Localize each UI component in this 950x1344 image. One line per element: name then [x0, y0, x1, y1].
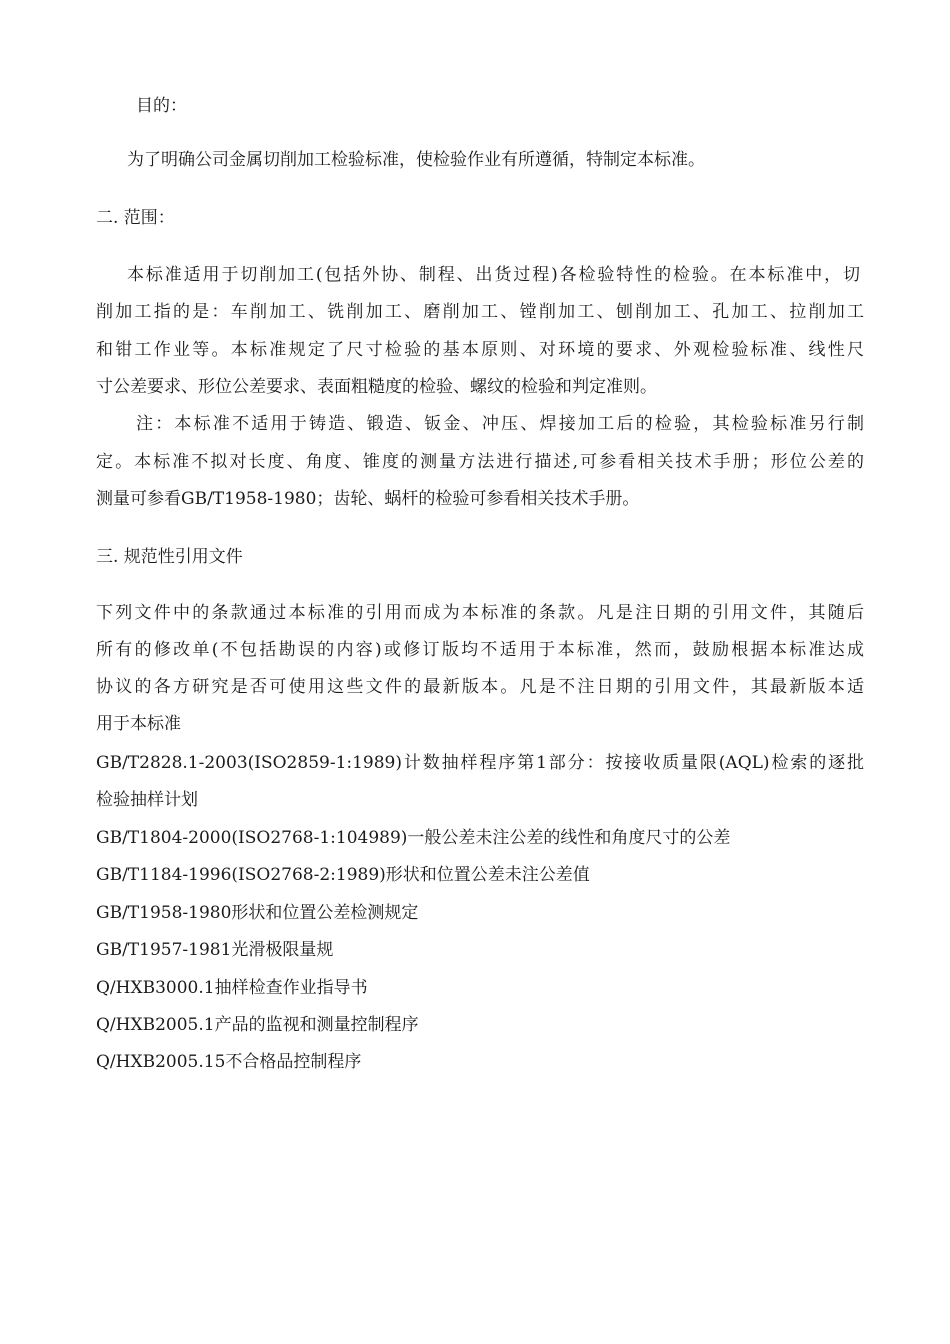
- scope-line-4: 寸公差要求、形位公差要求、表面粗糙度的检验、螺纹的检验和判定准则。: [96, 377, 657, 397]
- scope-heading: 二. 范围：: [96, 208, 175, 228]
- scope-line-2: 削加工指的是：车削加工、铣削加工、磨削加工、镗削加工、刨削加工、孔加工、拉削加工: [96, 302, 864, 322]
- scope-note-line-2: 定。本标准不拟对长度、角度、锥度的测量方法进行描述,可参看相关技术手册；形位公差的: [96, 452, 864, 472]
- references-intro-line-3: 协议的各方研究是否可使用这些文件的最新版本。凡是不注日期的引用文件，其最新版本适: [96, 677, 864, 697]
- reference-item: Q/HXB2005.15不合格品控制程序: [96, 1052, 362, 1072]
- references-heading: 三. 规范性引用文件: [96, 547, 243, 567]
- purpose-heading: 目的：: [136, 96, 187, 116]
- scope-note-line-3: 测量可参看GB/T1958-1980；齿轮、蜗杆的检验可参看相关技术手册。: [96, 489, 640, 509]
- references-intro-line-2: 所有的修改单(不包括勘误的内容)或修订版均不适用于本标准，然而，鼓励根据本标准达成: [96, 640, 864, 660]
- reference-item: 检验抽样计划: [96, 790, 198, 810]
- purpose-body: 为了明确公司金属切削加工检验标准，使检验作业有所遵循，特制定本标准。: [127, 150, 705, 170]
- reference-item: GB/T1804-2000(ISO2768-1:104989)一般公差未注公差的线性和角度尺寸的公差: [96, 828, 731, 848]
- reference-item: GB/T1958-1980形状和位置公差检测规定: [96, 903, 419, 923]
- references-intro-line-1: 下列文件中的条款通过本标准的引用而成为本标准的条款。凡是注日期的引用文件，其随后: [96, 603, 864, 623]
- reference-item: Q/HXB3000.1抽样检查作业指导书: [96, 978, 368, 998]
- reference-item: GB/T1184-1996(ISO2768-2:1989)形状和位置公差未注公差值: [96, 865, 590, 885]
- references-intro-line-4: 用于本标准: [96, 714, 181, 734]
- reference-item: GB/T1957-1981光滑极限量规: [96, 940, 334, 960]
- reference-item: GB/T2828.1-2003(ISO2859-1:1989)计数抽样程序第1部分：按接收质量限(AQL)检索的逐批: [96, 753, 864, 773]
- reference-item: Q/HXB2005.1产品的监视和测量控制程序: [96, 1015, 419, 1035]
- scope-line-1: 本标准适用于切削加工(包括外协、制程、出货过程)各检验特性的检验。在本标准中，切: [127, 265, 860, 285]
- scope-line-3: 和钳工作业等。本标准规定了尺寸检验的基本原则、对环境的要求、外观检验标准、线性尺: [96, 340, 864, 360]
- scope-note-line-1: 注：本标准不适用于铸造、锻造、钣金、冲压、焊接加工后的检验，其检验标准另行制: [136, 414, 864, 434]
